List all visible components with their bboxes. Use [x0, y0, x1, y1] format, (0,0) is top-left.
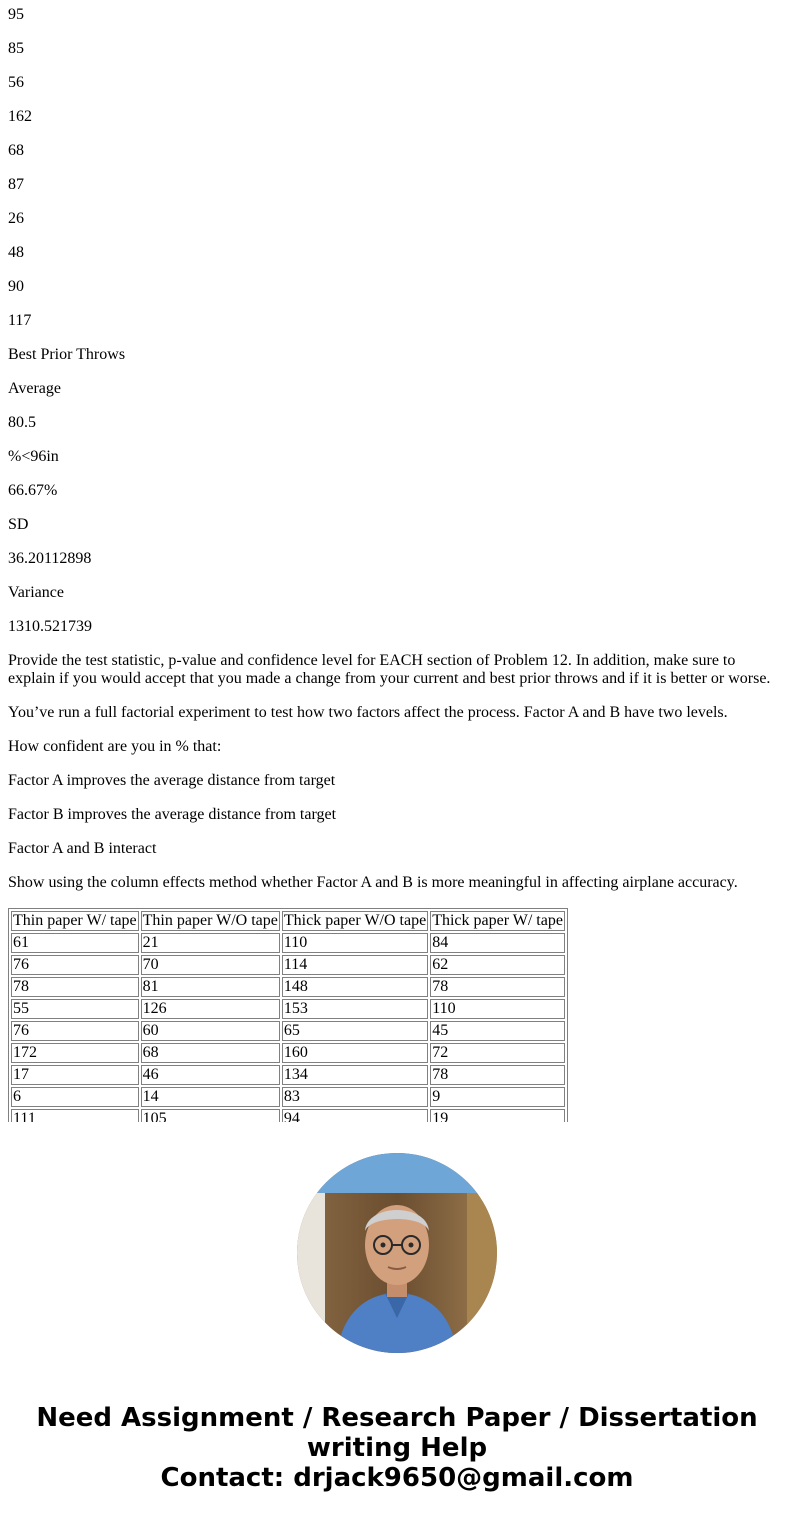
- table-cell: 78: [430, 1065, 565, 1085]
- table-row: [11, 955, 565, 975]
- table-cell: 83: [282, 1087, 428, 1107]
- table-cell: 76: [11, 955, 139, 975]
- table-row: [11, 1065, 565, 1085]
- person-portrait-icon: [297, 1153, 497, 1353]
- promo-footer: [0, 1122, 794, 1523]
- instruction-paragraph: Factor B improves the average distance from target: [8, 806, 337, 823]
- value-line: 85: [8, 40, 24, 57]
- value-line: 26: [8, 210, 24, 227]
- table-cell: 68: [141, 1043, 280, 1063]
- cta-line: Need Assignment / Research Paper / Dissertation: [36, 1403, 758, 1433]
- table-row: [11, 1109, 565, 1122]
- instruction-paragraph: Provide the test statistic, p-value and confidence level for EACH section of Problem 12. In addition, make sure to explain if you would accept that you made a change from your current and best prior throws and if it is better or worse.: [8, 652, 771, 687]
- table-cell: 126: [141, 999, 280, 1019]
- table-cell: 62: [430, 955, 565, 975]
- table-header-cell: Thin paper W/O tape: [142, 912, 278, 929]
- cta-line: writing Help: [306, 1433, 488, 1463]
- table-cell: 78: [430, 977, 565, 997]
- table-header-cell: Thin paper W/ tape: [13, 912, 137, 929]
- data-table: [8, 908, 568, 1122]
- instruction-paragraph: Factor A and B interact: [8, 840, 157, 857]
- table-row: [11, 1087, 565, 1107]
- table-cell: 72: [430, 1043, 565, 1063]
- table-cell: 61: [11, 933, 139, 953]
- table-cell: 110: [282, 933, 428, 953]
- average-label: Average: [8, 380, 61, 397]
- instruction-paragraph: How confident are you in % that:: [8, 738, 222, 755]
- table-cell: 46: [141, 1065, 280, 1085]
- table-row: [11, 1043, 565, 1063]
- table-cell: 148: [282, 977, 428, 997]
- table-header-cell: Thick paper W/ tape: [432, 912, 563, 929]
- table-cell: 111: [11, 1109, 139, 1122]
- table-header-cell: Thick paper W/O tape: [283, 912, 427, 929]
- value-line: 117: [8, 312, 32, 329]
- average-value: 80.5: [8, 414, 36, 431]
- value-line: 87: [8, 176, 24, 193]
- table-cell: 110: [430, 999, 565, 1019]
- value-line: 48: [8, 244, 24, 261]
- percent-label: %<96in: [8, 448, 59, 465]
- table-cell: 134: [282, 1065, 428, 1085]
- instruction-paragraph: Show using the column effects method whether Factor A and B is more meaningful in affecting airplane accuracy.: [8, 874, 738, 891]
- table-cell: 160: [282, 1043, 428, 1063]
- contact-banner: [0, 1403, 794, 1493]
- profile-avatar: [297, 1153, 497, 1353]
- table-header-row: [11, 911, 565, 931]
- best-prior-heading: Best Prior Throws: [8, 346, 126, 363]
- table-row: [11, 977, 565, 997]
- value-line: 56: [8, 74, 24, 91]
- table-cell: 45: [430, 1021, 565, 1041]
- table-cell: 17: [11, 1065, 139, 1085]
- value-line: 90: [8, 278, 24, 295]
- table-cell: 21: [141, 933, 280, 953]
- contact-email: Contact: drjack9650@gmail.com: [160, 1463, 634, 1493]
- percent-value: 66.67%: [8, 482, 58, 499]
- sd-value: 36.20112898: [8, 550, 92, 567]
- table-cell: 14: [141, 1087, 280, 1107]
- value-line: 95: [8, 6, 24, 23]
- table-cell: 94: [282, 1109, 428, 1122]
- table-cell: 9: [430, 1087, 565, 1107]
- table-row: [11, 999, 565, 1019]
- sd-label: SD: [8, 516, 29, 533]
- table-row: [11, 1021, 565, 1041]
- table-cell: 172: [11, 1043, 139, 1063]
- instruction-paragraph: You’ve run a full factorial experiment to test how two factors affect the process. Factor A and B have two levels.: [8, 704, 728, 721]
- table-cell: 65: [282, 1021, 428, 1041]
- instruction-paragraph: Factor A improves the average distance from target: [8, 772, 336, 789]
- table-cell: 6: [11, 1087, 139, 1107]
- table-row: [11, 933, 565, 953]
- table-cell: 81: [141, 977, 280, 997]
- table-cell: 78: [11, 977, 139, 997]
- data-table-body: [11, 911, 565, 1122]
- table-cell: 76: [11, 1021, 139, 1041]
- variance-label: Variance: [8, 584, 64, 601]
- table-cell: 60: [141, 1021, 280, 1041]
- table-cell: 70: [141, 955, 280, 975]
- value-line: 162: [8, 108, 32, 125]
- table-cell: 153: [282, 999, 428, 1019]
- table-cell: 105: [141, 1109, 280, 1122]
- value-line: 68: [8, 142, 24, 159]
- table-cell: 84: [430, 933, 565, 953]
- table-cell: 19: [430, 1109, 565, 1122]
- table-cell: 55: [11, 999, 139, 1019]
- table-cell: 114: [282, 955, 428, 975]
- variance-value: 1310.521739: [8, 618, 92, 635]
